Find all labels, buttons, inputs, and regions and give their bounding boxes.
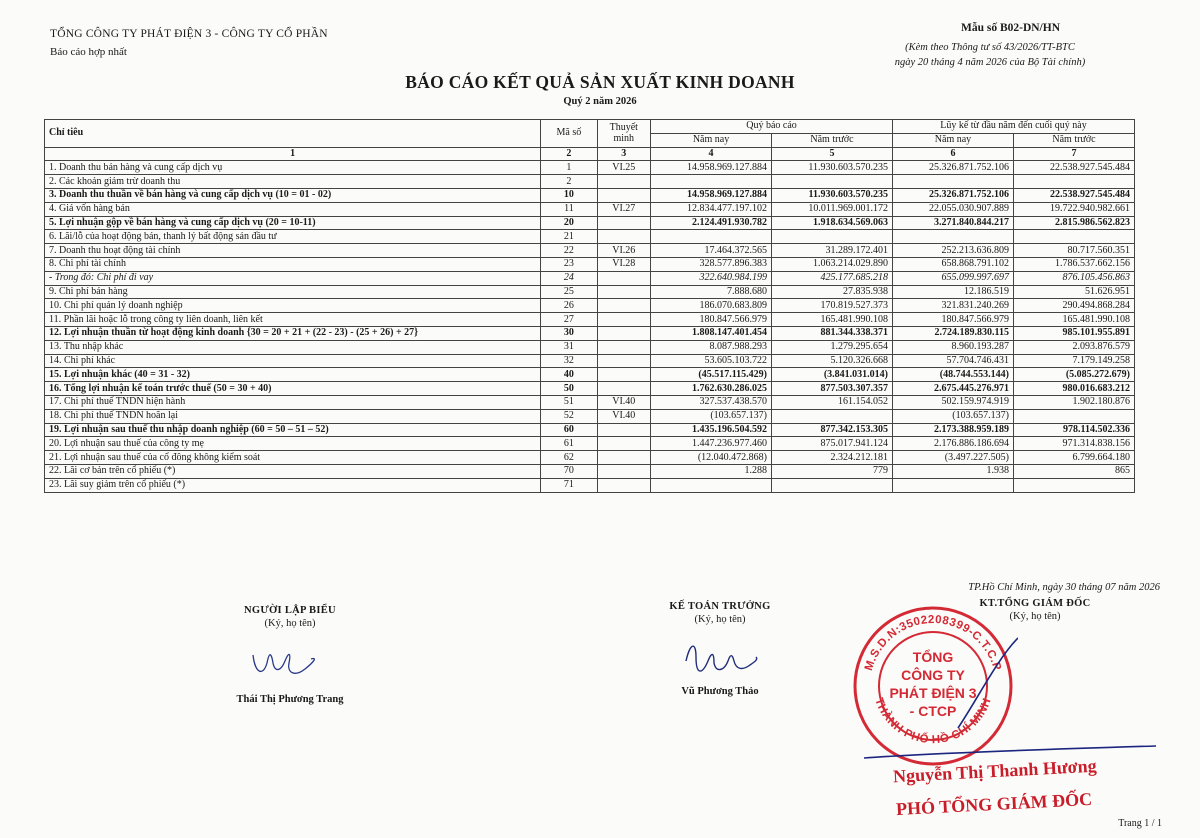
row-note [597, 423, 650, 437]
row-note: VI.25 [597, 161, 650, 175]
row-code: 50 [541, 382, 597, 396]
row-q-this-year: 180.847.566.979 [651, 313, 772, 327]
accountant-name: Vũ Phương Thảo [681, 686, 759, 697]
table-row [45, 437, 1135, 451]
report-period: Quý 2 năm 2026 [563, 96, 637, 107]
row-code: 30 [541, 326, 597, 340]
row-q-last-year [772, 230, 893, 244]
table-row [45, 409, 1135, 423]
row-q-this-year: 1.762.630.286.025 [651, 382, 772, 396]
row-q-last-year: 875.017.941.124 [772, 437, 893, 451]
row-note [597, 451, 650, 465]
accountant-sub: (Ký, họ tên) [694, 614, 746, 625]
col-number-2: 2 [541, 147, 597, 161]
row-code: 1 [541, 161, 597, 175]
table-row [45, 326, 1135, 340]
preparer-name: Thái Thị Phương Trang [236, 694, 344, 705]
header-indicator: Chỉ tiêu [45, 120, 541, 148]
row-q-last-year: 1.063.214.029.890 [772, 257, 893, 271]
row-code: 32 [541, 354, 597, 368]
seal-text-line: TỔNG [912, 649, 954, 665]
col-number-4: 4 [651, 147, 772, 161]
table-row [45, 244, 1135, 258]
table-row [45, 382, 1135, 396]
table-row [45, 464, 1135, 478]
row-note [597, 382, 650, 396]
table-row [45, 354, 1135, 368]
row-y-last-year: 2.815.986.562.823 [1013, 216, 1134, 230]
row-note [597, 326, 650, 340]
accountant-signature [670, 631, 770, 683]
table-row [45, 451, 1135, 465]
row-y-last-year: 2.093.876.579 [1013, 340, 1134, 354]
row-q-this-year: 2.124.491.930.782 [651, 216, 772, 230]
row-q-this-year: 327.537.438.570 [651, 395, 772, 409]
row-q-last-year: 11.930.603.570.235 [772, 188, 893, 202]
row-q-this-year: 186.070.683.809 [651, 299, 772, 313]
row-note [597, 340, 650, 354]
accountant-title: KẾ TOÁN TRƯỞNG [669, 601, 771, 612]
row-note [597, 464, 650, 478]
row-q-last-year: 1.279.295.654 [772, 340, 893, 354]
row-note [597, 188, 650, 202]
row-q-this-year: 1.808.147.401.454 [651, 326, 772, 340]
row-code: 25 [541, 285, 597, 299]
row-q-this-year [651, 478, 772, 492]
row-q-last-year: 5.120.326.668 [772, 354, 893, 368]
row-q-last-year: 779 [772, 464, 893, 478]
seal-text-bottom: THÀNH PHỐ HỒ CHÍ MINH [872, 696, 994, 747]
row-y-last-year: (5.085.272.679) [1013, 368, 1134, 382]
row-code: 23 [541, 257, 597, 271]
row-y-this-year [892, 230, 1013, 244]
row-y-this-year: 57.704.746.431 [892, 354, 1013, 368]
row-label: 20. Lợi nhuận sau thuế của công ty mẹ [45, 437, 541, 451]
form-note [860, 40, 1120, 70]
row-y-last-year: 51.626.951 [1013, 285, 1134, 299]
row-note [597, 285, 650, 299]
row-label: 16. Tổng lợi nhuận kế toán trước thuế (50 = 30 + 40) [45, 382, 541, 396]
table-row [45, 340, 1135, 354]
form-code: Mẫu số B02-DN/HN [960, 22, 1060, 34]
header-q-last-year: Năm trước [772, 133, 893, 147]
row-label: 1. Doanh thu bán hàng và cung cấp dịch vụ [45, 161, 541, 175]
preparer-block [210, 605, 370, 705]
row-y-this-year: 321.831.240.269 [892, 299, 1013, 313]
table-row [45, 423, 1135, 437]
row-label: 6. Lãi/lỗ của hoạt động bán, thanh lý bất động sản đầu tư [45, 230, 541, 244]
accountant-block [640, 601, 800, 697]
row-note [597, 313, 650, 327]
row-y-last-year: 1.902.180.876 [1013, 395, 1134, 409]
row-q-this-year: 1.288 [651, 464, 772, 478]
row-label: 11. Phần lãi hoặc lỗ trong công ty liên doanh, liên kết [45, 313, 541, 327]
row-note [597, 437, 650, 451]
table-row [45, 299, 1135, 313]
col-number-5: 5 [772, 147, 893, 161]
table-row [45, 478, 1135, 492]
row-q-last-year: 165.481.990.108 [772, 313, 893, 327]
row-q-last-year: 27.835.938 [772, 285, 893, 299]
table-row [45, 257, 1135, 271]
director-role: PHÓ TỔNG GIÁM ĐỐC [895, 788, 1093, 820]
row-y-last-year: 22.538.927.545.484 [1013, 161, 1134, 175]
seal-text-line: - CTCP [909, 703, 957, 719]
row-y-this-year: (3.497.227.505) [892, 451, 1013, 465]
page-number: Trang 1 / 1 [1118, 818, 1162, 829]
row-y-last-year [1013, 478, 1134, 492]
header-note: Thuyết minh [597, 120, 650, 148]
row-code: 40 [541, 368, 597, 382]
row-y-last-year [1013, 409, 1134, 423]
row-note [597, 271, 650, 285]
row-q-last-year: 31.289.172.401 [772, 244, 893, 258]
row-q-last-year: 11.930.603.570.235 [772, 161, 893, 175]
row-code: 27 [541, 313, 597, 327]
header-ytd: Lũy kế từ đầu năm đến cuối quý này [892, 120, 1134, 134]
col-number-7: 7 [1013, 147, 1134, 161]
seal-text-line: PHÁT ĐIỆN 3 [889, 685, 977, 701]
row-q-this-year [651, 230, 772, 244]
row-q-this-year [651, 175, 772, 189]
director-title: KT.TỔNG GIÁM ĐỐC [979, 598, 1091, 609]
row-note: VI.28 [597, 257, 650, 271]
row-label: 22. Lãi cơ bản trên cổ phiếu (*) [45, 464, 541, 478]
row-code: 22 [541, 244, 597, 258]
row-note: VI.26 [597, 244, 650, 258]
table-row [45, 285, 1135, 299]
row-label: 18. Chi phí thuế TNDN hoãn lại [45, 409, 541, 423]
row-q-last-year: 425.177.685.218 [772, 271, 893, 285]
row-code: 10 [541, 188, 597, 202]
row-q-this-year: 322.640.984.199 [651, 271, 772, 285]
header-code: Mã số [541, 120, 597, 148]
seal-text-top: M.S.D.N:3502208399-C.T.C.P [862, 613, 1003, 673]
row-label: 10. Chi phí quản lý doanh nghiệp [45, 299, 541, 313]
row-y-last-year: 1.786.537.662.156 [1013, 257, 1134, 271]
row-y-this-year: (103.657.137) [892, 409, 1013, 423]
row-label: 13. Thu nhập khác [45, 340, 541, 354]
row-label: 4. Giá vốn hàng bán [45, 202, 541, 216]
report-kind: Báo cáo hợp nhất [50, 46, 127, 58]
row-y-this-year: 12.186.519 [892, 285, 1013, 299]
row-q-last-year: 2.324.212.181 [772, 451, 893, 465]
row-label: 17. Chi phí thuế TNDN hiện hành [45, 395, 541, 409]
row-y-last-year: 80.717.560.351 [1013, 244, 1134, 258]
row-code: 26 [541, 299, 597, 313]
row-y-last-year [1013, 175, 1134, 189]
table-row [45, 313, 1135, 327]
header-y-last-year: Năm trước [1013, 133, 1134, 147]
row-q-this-year: 1.435.196.504.592 [651, 423, 772, 437]
row-y-this-year: 502.159.974.919 [892, 395, 1013, 409]
table-row [45, 368, 1135, 382]
report-title: BÁO CÁO KẾT QUẢ SẢN XUẤT KINH DOANH [405, 72, 795, 92]
row-q-this-year: 14.958.969.127.884 [651, 161, 772, 175]
row-q-last-year [772, 478, 893, 492]
row-q-this-year: 7.888.680 [651, 285, 772, 299]
row-note [597, 368, 650, 382]
row-q-last-year: 877.503.307.357 [772, 382, 893, 396]
row-y-this-year: 8.960.193.287 [892, 340, 1013, 354]
header-y-this-year: Năm nay [892, 133, 1013, 147]
row-q-last-year [772, 409, 893, 423]
row-note [597, 175, 650, 189]
row-y-this-year: 658.868.791.102 [892, 257, 1013, 271]
preparer-sub: (Ký, họ tên) [264, 618, 316, 629]
row-code: 20 [541, 216, 597, 230]
seal-text-line: CÔNG TY [901, 667, 965, 683]
row-label: 23. Lãi suy giảm trên cổ phiếu (*) [45, 478, 541, 492]
col-number-3: 3 [597, 147, 650, 161]
row-label: 19. Lợi nhuận sau thuế thu nhập doanh nghiệp (60 = 50 – 51 – 52) [45, 423, 541, 437]
row-y-this-year: (48.744.553.144) [892, 368, 1013, 382]
form-note-line-1: (Kèm theo Thông tư số 43/2026/TT-BTC [905, 42, 1075, 53]
row-y-this-year: 252.213.636.809 [892, 244, 1013, 258]
preparer-title: NGƯỜI LẬP BIỂU [244, 605, 336, 616]
row-label: 3. Doanh thu thuần về bán hàng và cung cấp dịch vụ (10 = 01 - 02) [45, 188, 541, 202]
row-note [597, 216, 650, 230]
row-q-this-year: 12.834.477.197.102 [651, 202, 772, 216]
row-label: 12. Lợi nhuận thuần từ hoạt động kinh doanh {30 = 20 + 21 + (22 - 23) - (25 + 26) + 27} [45, 326, 541, 340]
row-q-last-year: 170.819.527.373 [772, 299, 893, 313]
row-q-this-year: 328.577.896.383 [651, 257, 772, 271]
table-row [45, 216, 1135, 230]
row-code: 62 [541, 451, 597, 465]
row-note: VI.40 [597, 409, 650, 423]
row-q-this-year: 53.605.103.722 [651, 354, 772, 368]
row-label: 21. Lợi nhuận sau thuế của cổ đông không kiểm soát [45, 451, 541, 465]
row-q-last-year: 10.011.969.001.172 [772, 202, 893, 216]
table-row [45, 188, 1135, 202]
row-y-last-year: 865 [1013, 464, 1134, 478]
row-code: 11 [541, 202, 597, 216]
row-y-this-year: 22.055.030.907.889 [892, 202, 1013, 216]
place-date: TP.Hồ Chí Minh, ngày 30 tháng 07 năm 2026 [968, 582, 1160, 593]
row-label: - Trong đó: Chi phí đi vay [45, 271, 541, 285]
row-code: 2 [541, 175, 597, 189]
col-number-6: 6 [892, 147, 1013, 161]
preparer-signature [245, 633, 335, 683]
row-label: 5. Lợi nhuận gộp về bán hàng và cung cấp dịch vụ (20 = 10-11) [45, 216, 541, 230]
col-number-1: 1 [45, 147, 541, 161]
row-y-last-year: 6.799.664.180 [1013, 451, 1134, 465]
row-y-last-year: 978.114.502.336 [1013, 423, 1134, 437]
table-row [45, 271, 1135, 285]
table-row [45, 395, 1135, 409]
row-y-last-year: 971.314.838.156 [1013, 437, 1134, 451]
row-label: 14. Chi phí khác [45, 354, 541, 368]
row-code: 31 [541, 340, 597, 354]
row-q-this-year: 14.958.969.127.884 [651, 188, 772, 202]
row-y-this-year: 655.099.997.697 [892, 271, 1013, 285]
row-y-last-year: 165.481.990.108 [1013, 313, 1134, 327]
row-y-this-year [892, 478, 1013, 492]
row-label: 15. Lợi nhuận khác (40 = 31 - 32) [45, 368, 541, 382]
row-code: 21 [541, 230, 597, 244]
row-q-last-year: 881.344.338.371 [772, 326, 893, 340]
company-name: TỔNG CÔNG TY PHÁT ĐIỆN 3 - CÔNG TY CỔ PHẦN [50, 28, 328, 40]
row-note [597, 230, 650, 244]
row-note [597, 354, 650, 368]
row-y-this-year: 3.271.840.844.217 [892, 216, 1013, 230]
row-y-this-year: 2.176.886.186.694 [892, 437, 1013, 451]
row-code: 51 [541, 395, 597, 409]
row-q-this-year: (103.657.137) [651, 409, 772, 423]
row-q-this-year: (45.517.115.429) [651, 368, 772, 382]
row-note [597, 478, 650, 492]
row-code: 52 [541, 409, 597, 423]
row-y-last-year: 290.494.868.284 [1013, 299, 1134, 313]
director-name: Nguyễn Thị Thanh Hương [892, 755, 1098, 787]
row-label: 9. Chi phí bán hàng [45, 285, 541, 299]
row-q-this-year: 1.447.236.977.460 [651, 437, 772, 451]
header-q-this-year: Năm nay [651, 133, 772, 147]
table-row [45, 175, 1135, 189]
row-code: 61 [541, 437, 597, 451]
row-y-last-year [1013, 230, 1134, 244]
row-q-last-year [772, 175, 893, 189]
row-y-this-year: 2.173.388.959.189 [892, 423, 1013, 437]
row-q-last-year: 877.342.153.305 [772, 423, 893, 437]
row-y-last-year: 876.105.456.863 [1013, 271, 1134, 285]
row-y-last-year: 19.722.940.982.661 [1013, 202, 1134, 216]
table-row [45, 202, 1135, 216]
row-y-last-year: 985.101.955.891 [1013, 326, 1134, 340]
row-y-this-year: 25.326.871.752.106 [892, 161, 1013, 175]
row-y-this-year: 25.326.871.752.106 [892, 188, 1013, 202]
row-y-last-year: 7.179.149.258 [1013, 354, 1134, 368]
row-y-this-year: 180.847.566.979 [892, 313, 1013, 327]
row-label: 8. Chi phí tài chính [45, 257, 541, 271]
table-row [45, 161, 1135, 175]
row-q-last-year: (3.841.031.014) [772, 368, 893, 382]
row-y-last-year: 22.538.927.545.484 [1013, 188, 1134, 202]
row-code: 70 [541, 464, 597, 478]
row-y-this-year: 2.675.445.276.971 [892, 382, 1013, 396]
row-q-this-year: 8.087.988.293 [651, 340, 772, 354]
row-q-this-year: 17.464.372.565 [651, 244, 772, 258]
row-note: VI.27 [597, 202, 650, 216]
row-note [597, 299, 650, 313]
row-y-this-year: 2.724.189.830.115 [892, 326, 1013, 340]
row-label: 2. Các khoản giảm trừ doanh thu [45, 175, 541, 189]
row-q-this-year: (12.040.472.868) [651, 451, 772, 465]
row-y-last-year: 980.016.683.212 [1013, 382, 1134, 396]
row-code: 71 [541, 478, 597, 492]
header-quarter: Quý báo cáo [651, 120, 893, 134]
table-row [45, 230, 1135, 244]
row-y-this-year [892, 175, 1013, 189]
row-q-last-year: 1.918.634.569.063 [772, 216, 893, 230]
row-code: 24 [541, 271, 597, 285]
director-sub: (Ký, họ tên) [1009, 611, 1061, 622]
row-y-this-year: 1.938 [892, 464, 1013, 478]
row-note: VI.40 [597, 395, 650, 409]
row-q-last-year: 161.154.052 [772, 395, 893, 409]
income-statement-table [44, 119, 1135, 493]
row-label: 7. Doanh thu hoạt động tài chính [45, 244, 541, 258]
row-code: 60 [541, 423, 597, 437]
form-note-line-2: ngày 20 tháng 4 năm 2026 của Bộ Tài chính) [894, 57, 1086, 68]
